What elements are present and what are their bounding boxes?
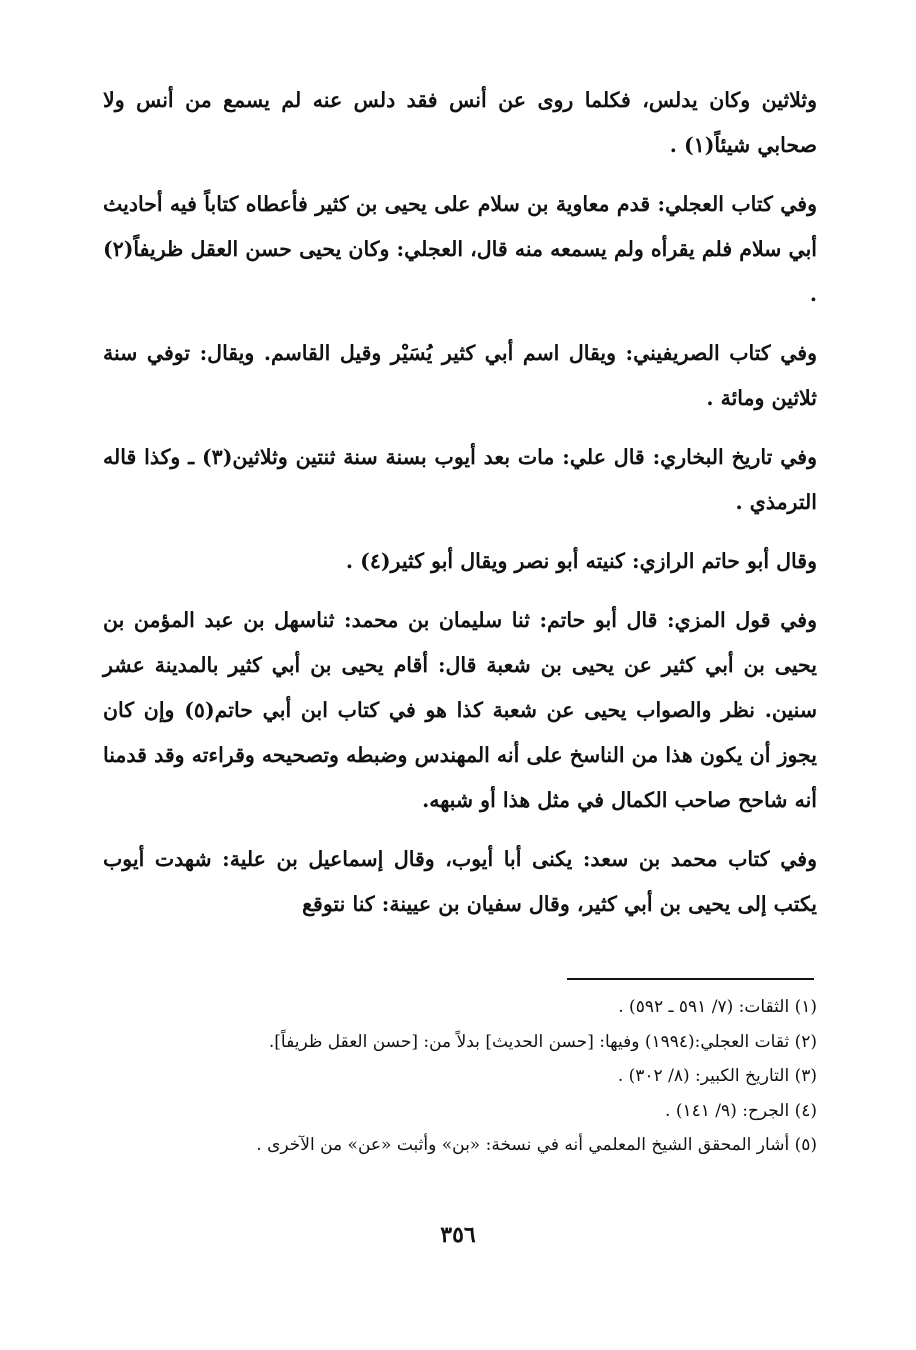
paragraph-4: وفي تاريخ البخاري: قال علي: مات بعد أيوب بسنة سنة ثنتين وثلاثين(٣) ـ وكذا قاله الترمذي . — [103, 445, 817, 514]
page-number: ٣٥٦ — [440, 1222, 476, 1248]
paragraph-2: وفي كتاب العجلي: قدم معاوية بن سلام على يحيى بن كثير فأعطاه كتاباً فيه أحاديث أبي سلام فلم يقرأه ولم يسمعه منه قال، العجلي: وكان يحيى حسن العقل ظريفاً(٢) . — [103, 192, 817, 306]
footnotes-section — [103, 990, 817, 1163]
paragraph-6: وفي قول المزي: قال أبو حاتم: ثنا سليمان بن محمد: ثناسهل بن عبد المؤمن بن يحيى بن أبي كثير عن يحيى بن شعبة قال: أقام يحيى بن أبي كثير بالمدينة عشر سنين. نظر والصواب يحيى عن شعبة كذا هو في كتاب ابن أبي حاتم(٥) وإن كان يجوز أن يكون هذا من الناسخ على أنه المهندس وضبطه وتصحيحه وقراءته وقد قدمنا أنه شاحح صاحب الكمال في مثل هذا أو شبهه. — [103, 608, 818, 812]
footnote-divider — [567, 978, 814, 980]
main-text-body — [103, 78, 817, 941]
footnote-5: (٥) أشار المحقق الشيخ المعلمي أنه في نسخة: «بن» وأثبت «عن» من الآخرى . — [256, 1135, 817, 1155]
footnote-2: (٢) ثقات العجلي:(١٩٩٤) وفيها: [حسن الحديث] بدلاً من: [حسن العقل ظريفاً]. — [268, 1031, 817, 1052]
paragraph-3: وفي كتاب الصريفيني: ويقال اسم أبي كثير يُسَيْر وقيل القاسم. ويقال: توفي سنة ثلاثين ومائة . — [103, 341, 817, 410]
paragraph-7: وفي كتاب محمد بن سعد: يكنى أبا أيوب، وقال إسماعيل بن علية: شهدت أيوب يكتب إلى يحيى بن أبي كثير، وقال سفيان بن عيينة: كنا نتوقع — [103, 847, 817, 916]
footnote-3: (٣) التاريخ الكبير: (٨/ ٣٠٢) . — [617, 1066, 817, 1086]
paragraph-5: وقال أبو حاتم الرازي: كنيته أبو نصر ويقال أبو كثير(٤) . — [345, 549, 817, 573]
footnote-1: (١) الثقات: (٧/ ٥٩١ ـ ٥٩٢) . — [618, 997, 817, 1017]
paragraph-1: وثلاثين وكان يدلس، فكلما روى عن أنس فقد دلس عنه لم يسمع من أنس ولا صحابي شيئاً(١) . — [103, 88, 817, 157]
footnote-4: (٤) الجرح: (٩/ ١٤١) . — [665, 1100, 817, 1121]
